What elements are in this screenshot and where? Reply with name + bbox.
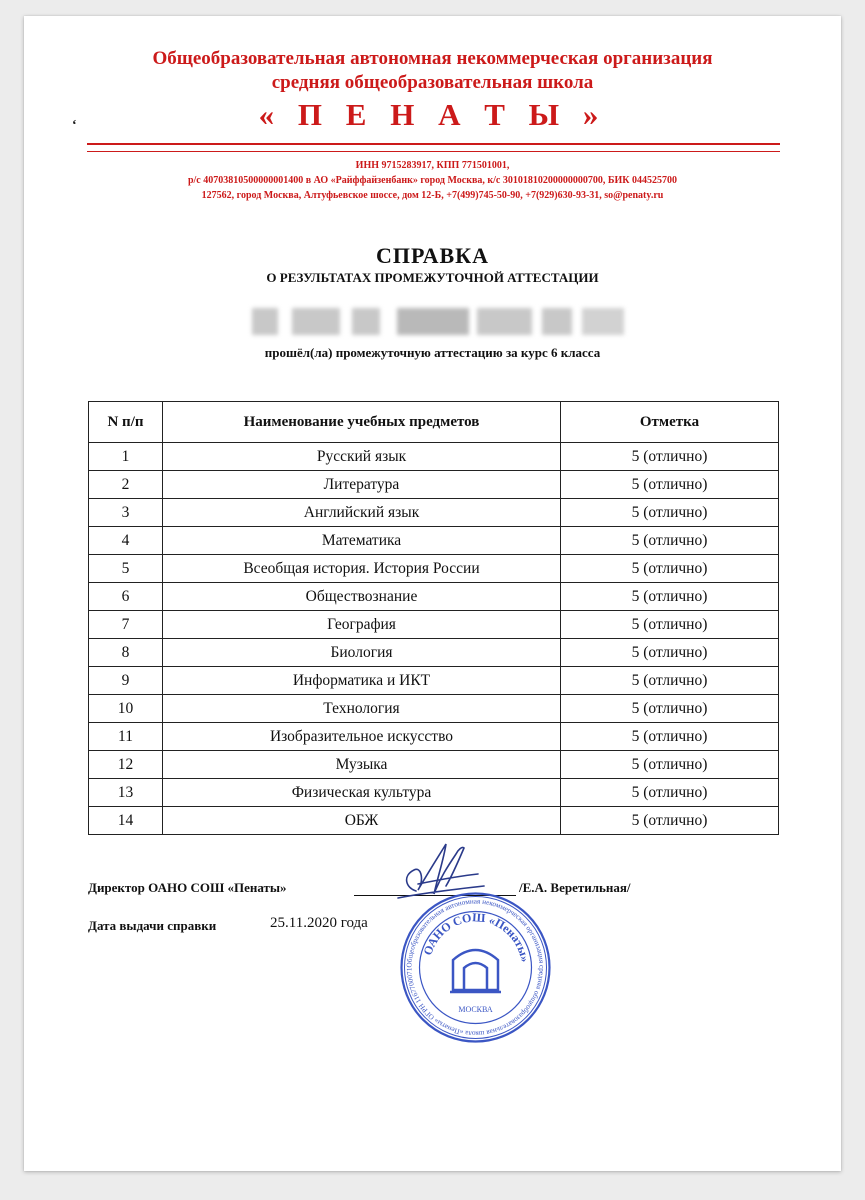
issue-date-label: Дата выдачи справки bbox=[88, 918, 217, 933]
row-grade: 5 (отлично) bbox=[561, 695, 779, 723]
table-row bbox=[89, 807, 779, 835]
row-grade: 5 (отлично) bbox=[561, 807, 779, 835]
table-row bbox=[89, 499, 779, 527]
row-number: 9 bbox=[89, 667, 163, 695]
table-row bbox=[89, 443, 779, 471]
school-stamp bbox=[398, 890, 553, 1045]
row-number: 6 bbox=[89, 583, 163, 611]
row-subject: Литература bbox=[163, 471, 561, 499]
document-subtitle: О РЕЗУЛЬТАТАХ ПРОМЕЖУТОЧНОЙ АТТЕСТАЦИИ bbox=[266, 270, 599, 285]
table-row bbox=[89, 611, 779, 639]
requisites-tax-ids: ИНН 9715283917, КПП 771501001, bbox=[355, 160, 510, 171]
row-subject: Обществознание bbox=[163, 583, 561, 611]
row-number: 13 bbox=[89, 779, 163, 807]
row-subject: ОБЖ bbox=[163, 807, 561, 835]
row-grade: 5 (отлично) bbox=[561, 751, 779, 779]
row-number: 7 bbox=[89, 611, 163, 639]
col-header-subject: Наименование учебных предметов bbox=[163, 402, 561, 443]
row-grade: 5 (отлично) bbox=[561, 611, 779, 639]
row-subject: Физическая культура bbox=[163, 779, 561, 807]
table-row bbox=[89, 695, 779, 723]
row-number: 11 bbox=[89, 723, 163, 751]
table-row bbox=[89, 471, 779, 499]
director-name: /Е.А. Веретильная/ bbox=[519, 880, 631, 895]
row-grade: 5 (отлично) bbox=[561, 667, 779, 695]
row-number: 3 bbox=[89, 499, 163, 527]
row-number: 4 bbox=[89, 527, 163, 555]
row-grade: 5 (отлично) bbox=[561, 555, 779, 583]
grades-table bbox=[88, 401, 779, 835]
row-grade: 5 (отлично) bbox=[561, 471, 779, 499]
row-number: 10 bbox=[89, 695, 163, 723]
row-number: 12 bbox=[89, 751, 163, 779]
row-subject: География bbox=[163, 611, 561, 639]
col-header-number: N п/п bbox=[89, 402, 163, 443]
director-label: Директор ОАНО СОШ «Пенаты» bbox=[88, 880, 287, 895]
table-row bbox=[89, 639, 779, 667]
row-subject: Биология bbox=[163, 639, 561, 667]
row-subject: Информатика и ИКТ bbox=[163, 667, 561, 695]
stamp-outer-text: Общеобразовательная автономная некоммерческая организация средняя общеобразовательная школа «Пенаты» ОГРН 1167700071 bbox=[405, 897, 546, 1038]
stamp-city: МОСКВА bbox=[458, 1005, 493, 1014]
table-row bbox=[89, 583, 779, 611]
row-number: 1 bbox=[89, 443, 163, 471]
table-row bbox=[89, 723, 779, 751]
col-header-grade: Отметка bbox=[561, 402, 779, 443]
header-rule-bottom bbox=[87, 151, 780, 152]
grades-table-body bbox=[89, 443, 779, 835]
header-rule-top bbox=[87, 143, 780, 145]
table-row bbox=[89, 779, 779, 807]
row-grade: 5 (отлично) bbox=[561, 779, 779, 807]
attestation-statement: прошёл(ла) промежуточную аттестацию за курс 6 класса bbox=[264, 345, 601, 360]
requisites-bank: р/с 40703810500000001400 в АО «Райффайзенбанк» город Москва, к/с 30101810200000000700, БИК 044525700 bbox=[187, 175, 678, 186]
org-type-line: Общеобразовательная автономная некоммерческая организация bbox=[152, 48, 713, 69]
row-grade: 5 (отлично) bbox=[561, 723, 779, 751]
table-row bbox=[89, 555, 779, 583]
row-subject: Музыка bbox=[163, 751, 561, 779]
row-subject: Математика bbox=[163, 527, 561, 555]
document-title: СПРАВКА bbox=[375, 243, 490, 268]
row-grade: 5 (отлично) bbox=[561, 499, 779, 527]
row-number: 5 bbox=[89, 555, 163, 583]
row-subject: Всеобщая история. История России bbox=[163, 555, 561, 583]
row-subject: Технология bbox=[163, 695, 561, 723]
row-grade: 5 (отлично) bbox=[561, 639, 779, 667]
table-row bbox=[89, 527, 779, 555]
row-number: 2 bbox=[89, 471, 163, 499]
row-number: 8 bbox=[89, 639, 163, 667]
requisites-address: 127562, город Москва, Алтуфьевское шоссе, дом 12-Б, +7(499)745-50-90, +7(929)630-93-31, so@penaty.ru bbox=[201, 190, 664, 201]
row-grade: 5 (отлично) bbox=[561, 443, 779, 471]
stamp-building-emblem bbox=[450, 950, 501, 992]
issue-date-value: 25.11.2020 года bbox=[270, 915, 368, 931]
stamp-inner-text: ОАНО СОШ «Пенаты» bbox=[420, 910, 533, 964]
row-subject: Английский язык bbox=[163, 499, 561, 527]
redacted-student-name bbox=[252, 308, 624, 335]
row-grade: 5 (отлично) bbox=[561, 583, 779, 611]
school-name: « П Е Н А Т Ы » bbox=[258, 97, 607, 132]
table-header-row bbox=[89, 402, 779, 443]
row-subject: Русский язык bbox=[163, 443, 561, 471]
table-row bbox=[89, 751, 779, 779]
row-number: 14 bbox=[89, 807, 163, 835]
school-type-line: средняя общеобразовательная школа bbox=[271, 72, 594, 93]
row-subject: Изобразительное искусство bbox=[163, 723, 561, 751]
stray-mark: ʻ bbox=[72, 118, 77, 133]
table-row bbox=[89, 667, 779, 695]
row-grade: 5 (отлично) bbox=[561, 527, 779, 555]
